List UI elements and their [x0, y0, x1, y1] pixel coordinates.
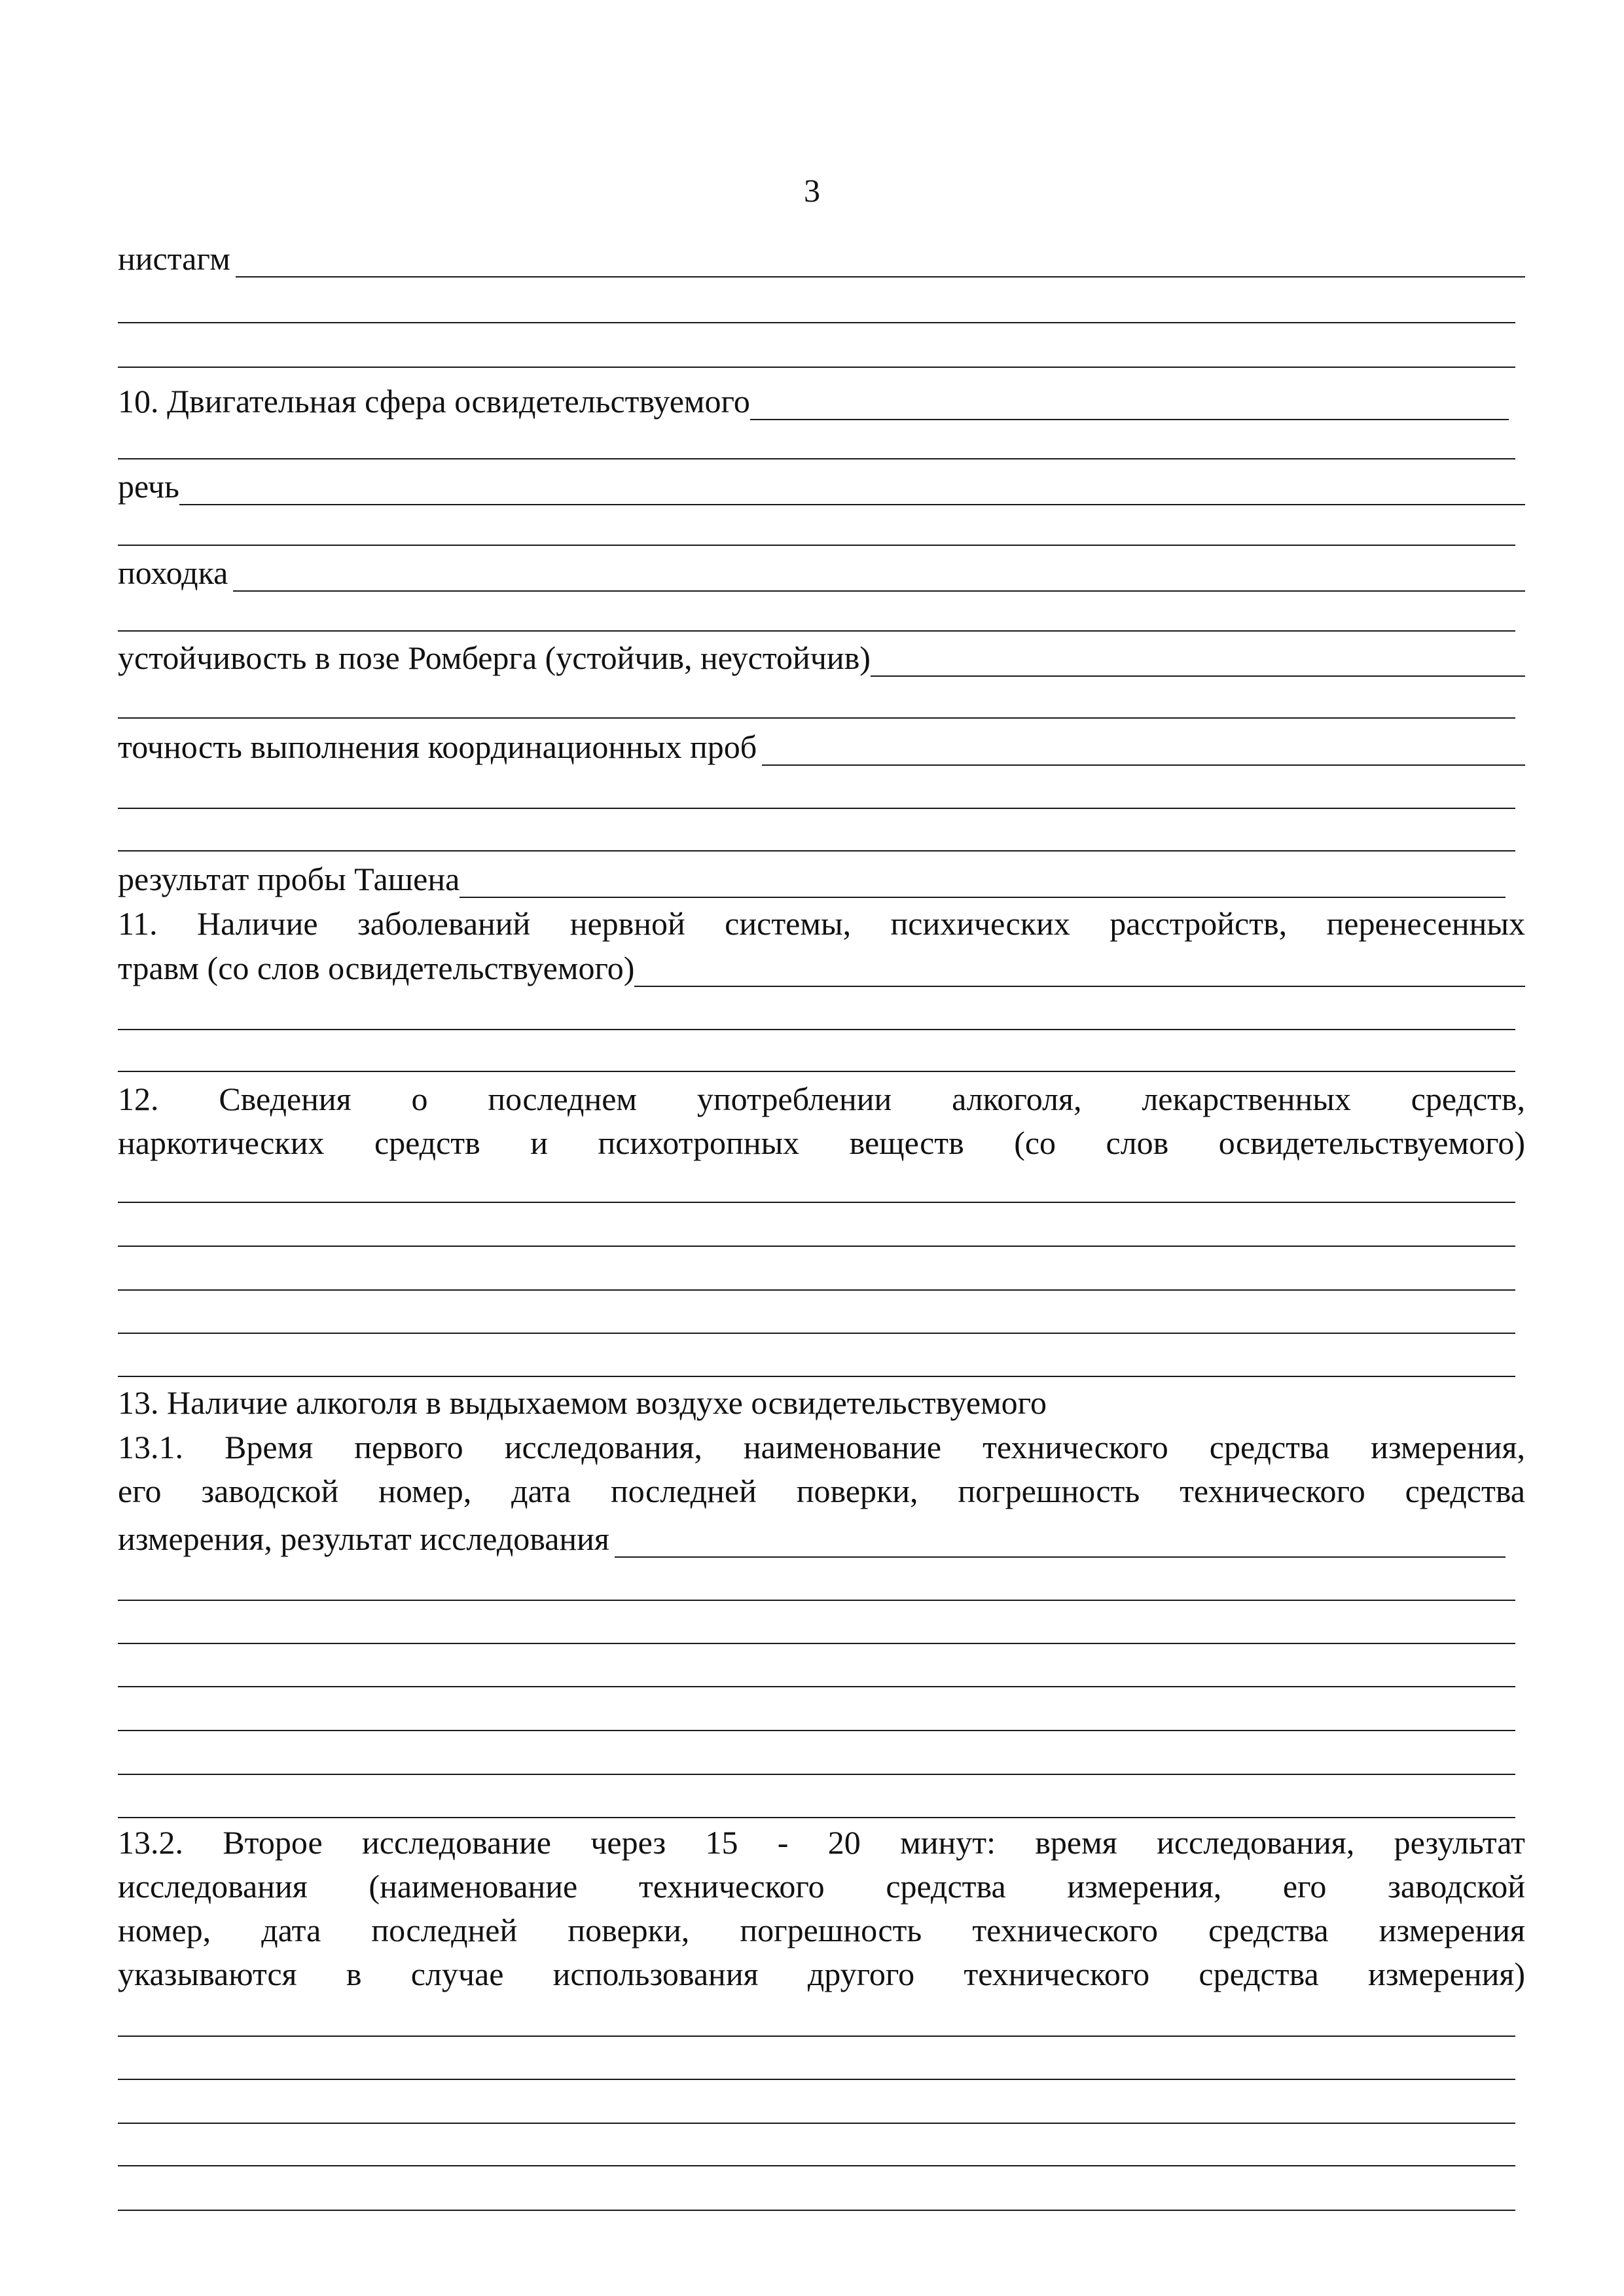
blank-line[interactable]	[118, 2123, 1515, 2124]
page-number: 3	[804, 172, 820, 209]
section-12-line: наркотических средств и психотропных веществ (со слов освидетельствуемого)	[118, 1124, 1525, 1161]
blank-line[interactable]	[118, 1774, 1515, 1775]
blank-line[interactable]	[118, 367, 1515, 368]
tashen-label: результат пробы Ташена	[118, 861, 460, 897]
section-13-1-line: его заводской номер, дата последней поверки, погрешность технического средства	[118, 1473, 1525, 1509]
section-13-2-line: исследования (наименование технического средства измерения, его заводской	[118, 1868, 1525, 1905]
blank-line[interactable]	[118, 1289, 1515, 1291]
coordination-label: точность выполнения координационных проб	[118, 728, 757, 765]
motor-sphere-input-line[interactable]	[750, 418, 1509, 420]
romberg-field	[118, 636, 1525, 677]
nystagmus-label: нистагм	[118, 240, 230, 277]
gait-input-line[interactable]	[233, 590, 1525, 592]
section-12-text	[118, 1077, 1525, 1165]
section-13-2-line: 13.2. Второе исследование через 15 - 20 минут: время исследования, результат	[118, 1824, 1525, 1861]
section-12-line: 12. Сведения о последнем употреблении алкоголя, лекарственных средств,	[118, 1081, 1525, 1117]
section-13-1-field	[118, 1517, 1506, 1558]
blank-line[interactable]	[118, 545, 1515, 546]
blank-line[interactable]	[118, 1071, 1515, 1072]
blank-line[interactable]	[118, 808, 1515, 809]
section-13-2-line: номер, дата последней поверки, погрешность технического средства измерения	[118, 1912, 1525, 1948]
section-10-title: 10. Двигательная сфера освидетельствуемого	[118, 383, 750, 420]
coordination-field	[118, 725, 1525, 766]
section-13-1-text	[118, 1426, 1525, 1513]
speech-input-line[interactable]	[179, 503, 1525, 505]
section-11-line: травм (со слов освидетельствуемого)	[118, 950, 635, 986]
blank-line[interactable]	[118, 717, 1515, 719]
blank-line[interactable]	[118, 2036, 1515, 2037]
section-11-input-line[interactable]	[634, 985, 1525, 987]
blank-line[interactable]	[118, 1376, 1515, 1377]
blank-line[interactable]	[118, 2210, 1515, 2211]
gait-label: походка	[118, 554, 228, 591]
blank-line[interactable]	[118, 322, 1515, 323]
blank-line[interactable]	[118, 2079, 1515, 2080]
tashen-field	[118, 857, 1506, 898]
romberg-label: устойчивость в позе Ромберга (устойчив, неустойчив)	[118, 639, 871, 676]
speech-field	[118, 465, 1525, 505]
blank-line[interactable]	[118, 458, 1515, 459]
section-13-2-text	[118, 1821, 1525, 1996]
coordination-input-line[interactable]	[762, 764, 1525, 766]
motor-sphere-field	[118, 380, 1509, 420]
blank-line[interactable]	[118, 1730, 1515, 1731]
section-13-1-line: 13.1. Время первого исследования, наименование технического средства измерения,	[118, 1429, 1525, 1465]
section-13-title: 13. Наличие алкоголя в выдыхаемом воздухе освидетельствуемого	[118, 1384, 1047, 1421]
section-11-line: 11. Наличие заболеваний нервной системы, психических расстройств, перенесенных	[118, 905, 1525, 942]
section-13-1-input-line[interactable]	[615, 1556, 1506, 1558]
blank-line[interactable]	[118, 1333, 1515, 1334]
section-13-1-line: измерения, результат исследования	[118, 1520, 609, 1557]
gait-field	[118, 551, 1525, 592]
blank-line[interactable]	[118, 1246, 1515, 1247]
speech-label: речь	[118, 468, 179, 505]
blank-line[interactable]	[118, 1643, 1515, 1644]
tashen-input-line[interactable]	[460, 896, 1506, 898]
blank-line[interactable]	[118, 1600, 1515, 1601]
blank-line[interactable]	[118, 2165, 1515, 2166]
section-11-field	[118, 946, 1525, 987]
nystagmus-field	[118, 237, 1525, 278]
blank-line[interactable]	[118, 1686, 1515, 1687]
romberg-input-line[interactable]	[871, 675, 1525, 677]
section-13-2-line: указываются в случае использования другого технического средства измерения)	[118, 1956, 1525, 1992]
nystagmus-input-line[interactable]	[236, 276, 1525, 278]
blank-line[interactable]	[118, 1029, 1515, 1030]
blank-line[interactable]	[118, 1202, 1515, 1203]
blank-line[interactable]	[118, 850, 1515, 852]
section-11-text	[118, 902, 1525, 946]
blank-line[interactable]	[118, 1817, 1515, 1818]
blank-line[interactable]	[118, 630, 1515, 632]
